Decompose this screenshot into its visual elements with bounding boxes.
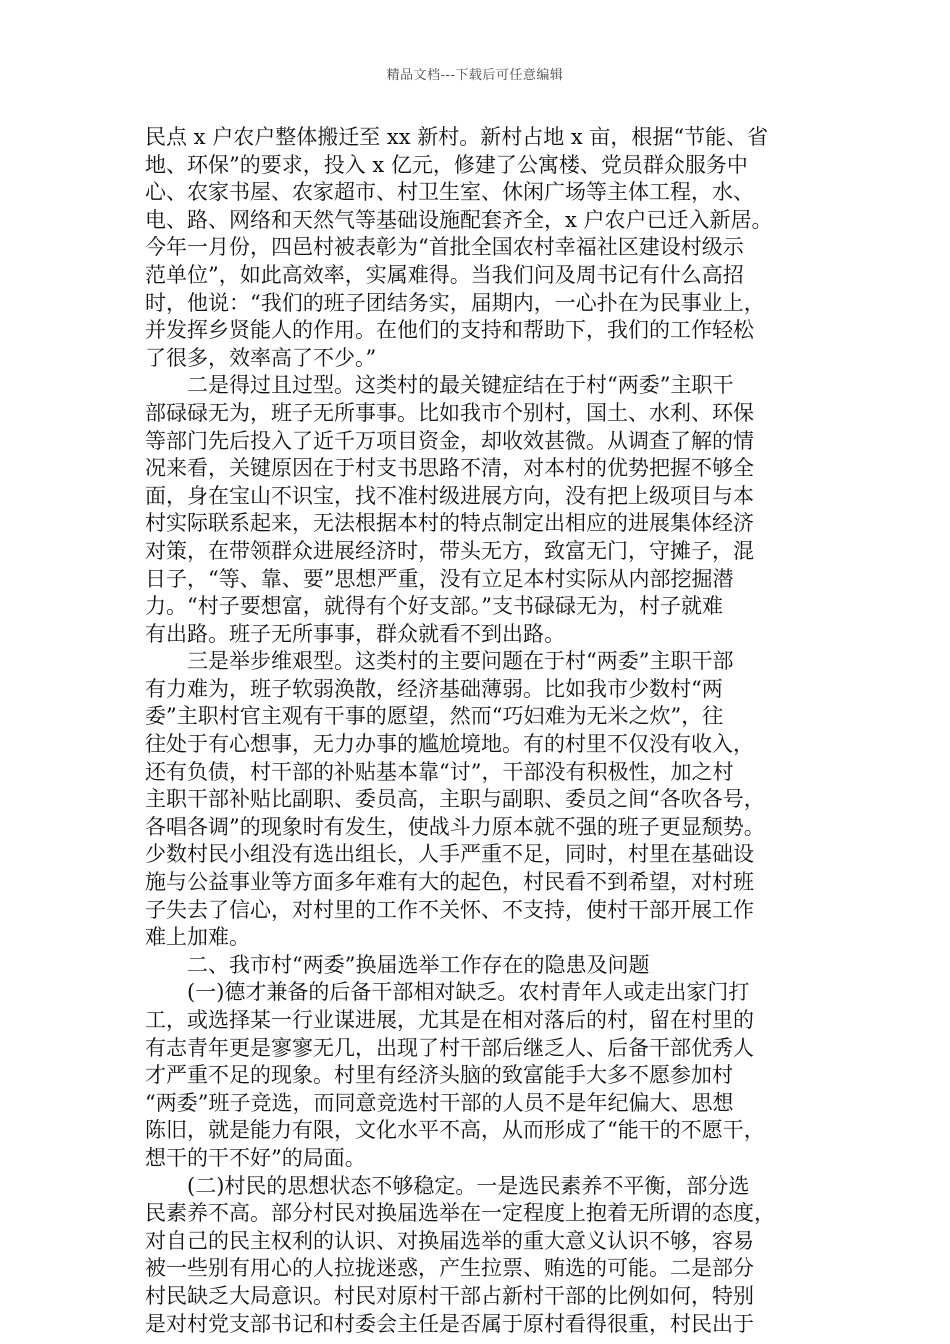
text-line: (一)德才兼备的后备干部相对缺乏。农村青年人或走出家门打 xyxy=(187,980,750,1005)
text-line: 等部门先后投入了近千万项目资金，却收效甚微。从调查了解的情 xyxy=(145,428,754,453)
text-line: 子失去了信心，对村里的工作不关怀、不支持，使村干部开展工作 xyxy=(145,897,754,922)
text-line: 民点 x 户农户整体搬迁至 xx 新村。新村占地 x 亩，根据“节能、省 xyxy=(145,125,769,149)
text-line: 工，或选择某一行业谋进展，尤其是在相对落后的村，留在村里的 xyxy=(145,1008,754,1032)
text-line: 电、路、网络和天然气等基础设施配套齐全，x 户农户已迁入新居。 xyxy=(145,207,773,232)
text-line: 了很多，效率高了不少。” xyxy=(145,345,377,370)
text-line: 主职干部补贴比副职、委员高，主职与副职、委员之间“各吹各号， xyxy=(145,787,765,812)
text-line: 才严重不足的现象。村里有经济头脑的致富能手大多不愿参加村 xyxy=(145,1063,733,1088)
text-line: 对自己的民主权利的认识、对换届选举的重大意义认识不够，容易 xyxy=(145,1228,754,1253)
text-line: 有志青年更是寥寥无几，出现了村干部后继乏人、后备干部优秀人 xyxy=(145,1035,754,1060)
text-line: 想干的干不好”的局面。 xyxy=(145,1145,366,1170)
text-line: 被一些别有用心的人拉拢迷惑，产生拉票、贿选的可能。二是部分 xyxy=(145,1256,754,1281)
text-line: 村民缺乏大局意识。村民对原村干部占新村干部的比例如何，特别 xyxy=(145,1283,754,1308)
text-line: 二、我市村“两委”换届选举工作存在的隐患及问题 xyxy=(187,952,650,977)
text-line: 二是得过且过型。这类村的最关键症结在于村“两委”主职干 xyxy=(187,373,734,398)
text-line: 面，身在宝山不识宝，找不准村级进展方向，没有把上级项目与本 xyxy=(145,483,754,508)
text-line: 今年一月份，四邑村被表彰为“首批全国农村幸福社区建设村级示 xyxy=(145,235,744,260)
text-line: 时，他说：“我们的班子团结务实，届期内，一心扑在为民事业上， xyxy=(145,290,765,315)
text-line: 少数村民小组没有选出组长，人手严重不足，同时，村里在基础设 xyxy=(145,842,754,867)
text-line: “两委”班子竞选，而同意竞选村干部的人员不是年纪偏大、思想 xyxy=(145,1090,734,1115)
text-line: 往处于有心想事，无力办事的尴尬境地。有的村里不仅没有收入， xyxy=(145,732,754,757)
text-line: 民素养不高。部分村民对换届选举在一定程度上抱着无所谓的态度， xyxy=(145,1201,775,1226)
text-line: 对策，在带领群众进展经济时，带头无方，致富无门，守摊子，混 xyxy=(145,538,754,563)
text-line: 有出路。班子无所事事，群众就看不到出路。 xyxy=(145,621,565,646)
text-line: 部碌碌无为，班子无所事事。比如我市个别村，国土、水利、环保 xyxy=(145,400,754,425)
text-line: 地、环保”的要求，投入 x 亿元，修建了公寓楼、党员群众服务中 xyxy=(145,152,748,177)
text-line: 还有负债，村干部的补贴基本靠“讨”，干部没有积极性，加之村 xyxy=(145,759,734,784)
text-line: 三是举步维艰型。这类村的主要问题在于村“两委”主职干部 xyxy=(187,649,734,674)
text-line: 日子，“等、靠、要”思想严重，没有立足本村实际从内部挖掘潜 xyxy=(145,566,734,591)
text-line: 心、农家书屋、农家超市、村卫生室、休闲广场等主体工程，水、 xyxy=(145,180,754,205)
document-body xyxy=(145,124,820,1338)
text-line: 难上加难。 xyxy=(145,925,250,950)
text-line: 力。“村子要想富，就得有个好支部。”支书碌碌无为，村子就难 xyxy=(145,594,723,619)
text-line: 陈旧，就是能力有限，文化水平不高，从而形成了“能干的不愿干， xyxy=(145,1118,765,1143)
text-line: 各唱各调”的现象时有发生，使战斗力原本就不强的班子更显颓势。 xyxy=(145,814,765,839)
text-line: 并发挥乡贤能人的作用。在他们的支持和帮助下，我们的工作轻松 xyxy=(145,318,754,343)
text-line: 是对村党支部书记和村委会主任是否属于原村看得很重，村民出于 xyxy=(145,1311,754,1336)
text-line: (二)村民的思想状态不够稳定。一是选民素养不平衡，部分选 xyxy=(187,1173,750,1198)
text-line: 况来看，关键原因在于村支书思路不清，对本村的优势把握不够全 xyxy=(145,456,754,481)
text-line: 村实际联系起来，无法根据本村的特点制定出相应的进展集体经济 xyxy=(145,511,754,536)
text-line: 施与公益事业等方面多年难有大的起色，村民看不到希望，对村班 xyxy=(145,870,754,895)
text-line: 有力难为，班子软弱涣散，经济基础薄弱。比如我市少数村“两 xyxy=(145,676,723,701)
text-line: 委”主职村官主观有干事的愿望，然而“巧妇难为无米之炊”，往 xyxy=(145,704,724,729)
page-header: 精品文档---下载后可任意编辑 xyxy=(386,68,564,83)
text-line: 范单位”，如此高效率，实属难得。当我们问及周书记有什么高招 xyxy=(145,262,744,287)
